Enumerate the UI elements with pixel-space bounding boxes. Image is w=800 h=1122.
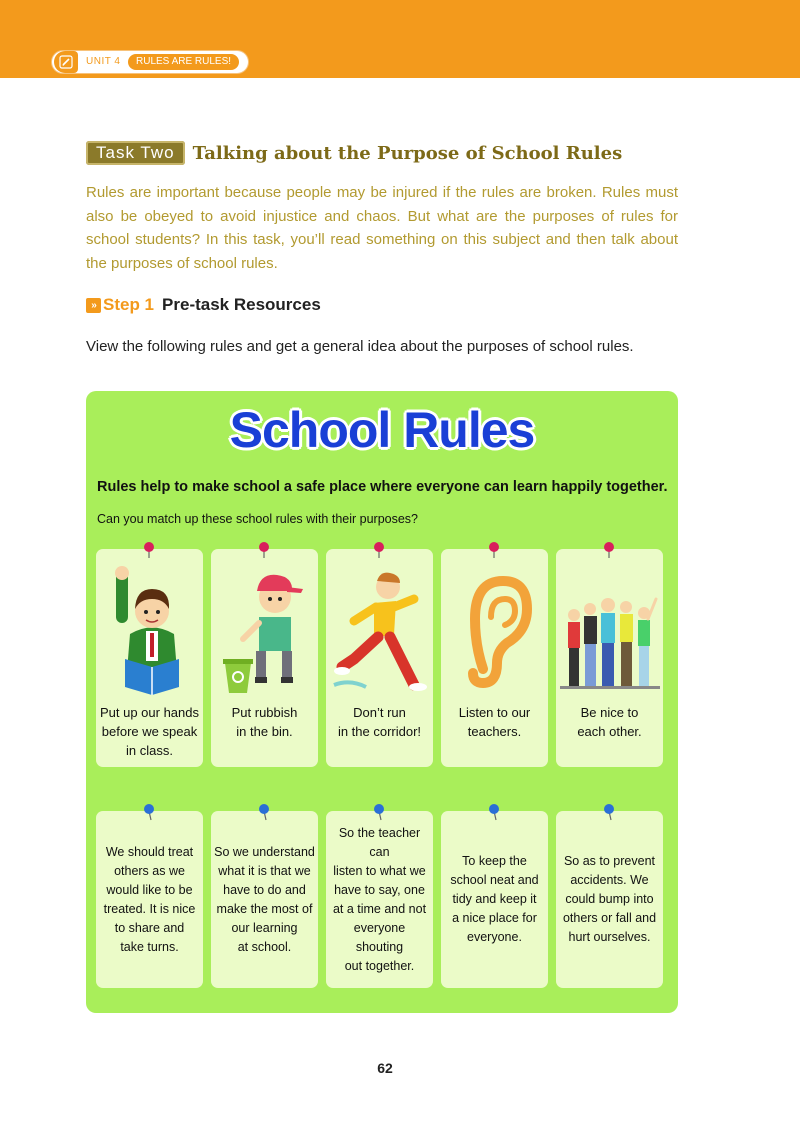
rule-card: [556, 549, 663, 767]
rule-text: Put rubbish in the bin.: [231, 705, 298, 739]
page-number: 62: [377, 1060, 393, 1076]
rule-text: Be nice to each other.: [577, 705, 642, 739]
purpose-text: To keep the school neat and tidy and keep it a nice place for everyone.: [450, 854, 539, 944]
blue-pin-icon: [487, 803, 501, 821]
purpose-card: [326, 811, 433, 988]
task-title: Talking about the Purpose of School Rules: [192, 142, 623, 164]
purpose-card: [211, 811, 318, 988]
rule-text: Listen to our teachers.: [458, 705, 531, 739]
double-chevron-icon: »: [86, 298, 101, 313]
blue-pin-icon: [142, 803, 156, 821]
rule-card: [96, 549, 203, 767]
purpose-text: So the teacher can listen to what we have to say, one at a time and not everyone shouting out together.: [332, 825, 427, 973]
panel-title: School Rules: [229, 402, 535, 458]
purpose-card: [96, 811, 203, 988]
purpose-card: [556, 811, 663, 988]
rule-text: Don’t run in the corridor!: [337, 705, 422, 739]
rule-card: [441, 549, 548, 767]
unit-badge: [52, 51, 248, 73]
school-rules-panel: [86, 391, 678, 1013]
group-friends-icon: [560, 559, 660, 699]
purpose-text: We should treat others as we would like to be treated. It is nice to share and take turns.: [103, 844, 196, 954]
pen-icon: [54, 51, 78, 73]
blue-pin-icon: [372, 803, 386, 821]
instruction-text: View the following rules and get a general idea about the purposes of school rules.: [86, 338, 634, 355]
red-pin-icon: [257, 541, 271, 559]
blue-pin-icon: [602, 803, 616, 821]
recycle-bin-boy-icon: [215, 559, 315, 699]
red-pin-icon: [487, 541, 501, 559]
step-number: Step 1: [103, 295, 155, 314]
intro-paragraph: Rules are important because people may be injured if the rules are broken. Rules must also be obeyed to avoid injustice and chaos. But what are the purposes of rules for school students? In this task, you’ll read something on this subject and then talk about the purposes of school rules.: [86, 184, 678, 272]
rule-card: [211, 549, 318, 767]
unit-label: UNIT 4: [86, 56, 121, 67]
panel-question: Can you match up these school rules with their purposes?: [97, 512, 419, 526]
rule-text: Put up our hands before we speak in class.: [99, 705, 200, 758]
task-badge: Task Two: [86, 141, 185, 165]
ear-icon: [445, 559, 545, 699]
rule-card: [326, 549, 433, 767]
purpose-text: So we understand what it is that we have to do and make the most of our learning at school.: [214, 844, 315, 954]
step-heading: [86, 294, 321, 316]
step-title: Pre-task Resources: [162, 295, 321, 314]
running-boy-icon: [330, 559, 430, 699]
task-heading: [86, 140, 622, 166]
red-pin-icon: [142, 541, 156, 559]
raising-hand-student-icon: [100, 559, 200, 699]
red-pin-icon: [372, 541, 386, 559]
unit-title: RULES ARE RULES!: [128, 54, 239, 70]
panel-lead: Rules help to make school a safe place where everyone can learn happily together.: [97, 479, 668, 495]
purpose-card: [441, 811, 548, 988]
blue-pin-icon: [257, 803, 271, 821]
red-pin-icon: [602, 541, 616, 559]
purpose-text: So as to prevent accidents. We could bump into others or fall and hurt ourselves.: [562, 854, 657, 944]
